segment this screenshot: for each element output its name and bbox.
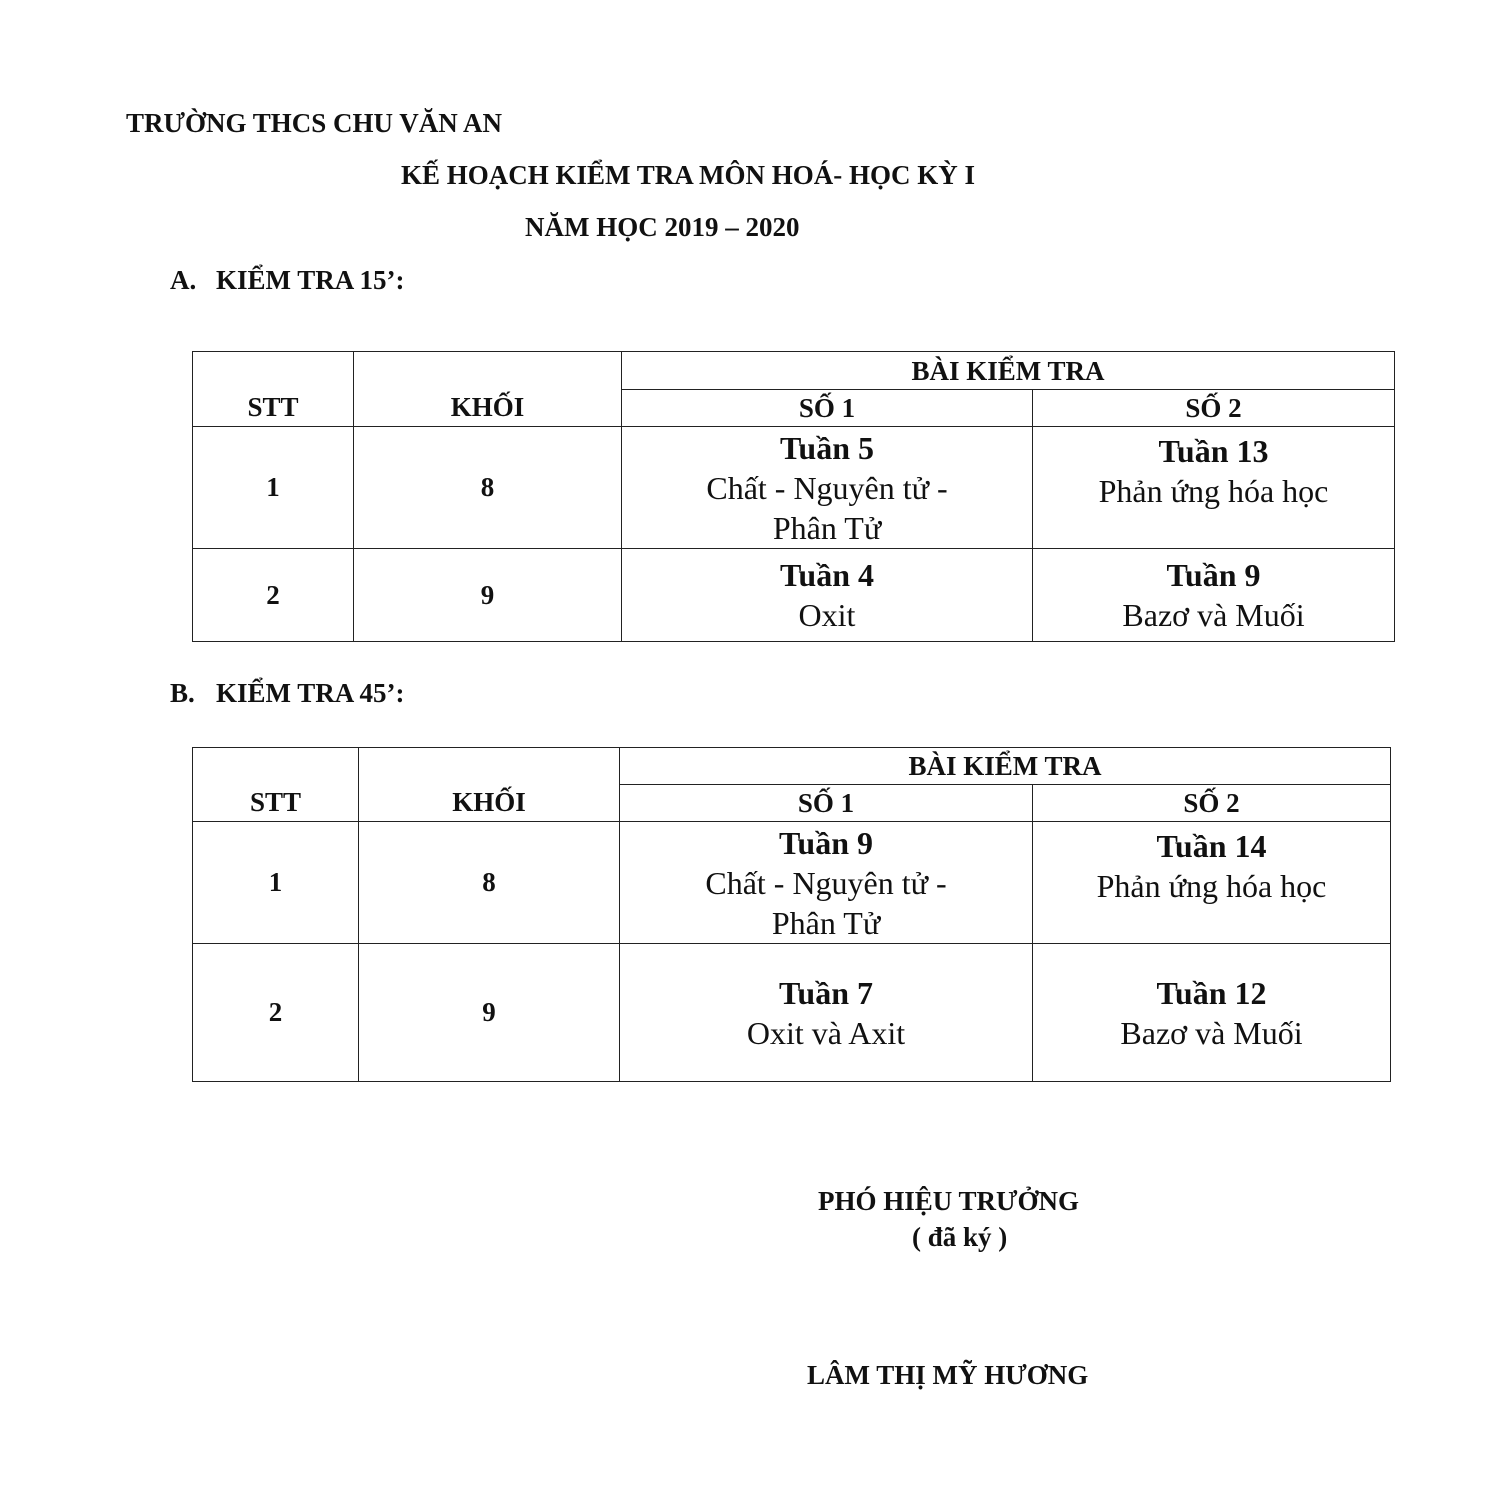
header-test-2: SỐ 2 — [1033, 785, 1391, 822]
test-1-cell — [620, 822, 1033, 944]
test-45-table — [192, 747, 1391, 1082]
table-header-row — [193, 352, 1395, 390]
test-2-cell — [1033, 549, 1395, 642]
row-stt: 1 — [193, 822, 359, 944]
row-stt: 2 — [193, 944, 359, 1082]
test-topic: Chất - Nguyên tử - Phân Tử — [705, 864, 947, 941]
row-stt: 2 — [193, 549, 354, 642]
header-test-1: SỐ 1 — [620, 785, 1033, 822]
test-week: Tuần 14 — [1156, 828, 1267, 864]
test-week: Tuần 13 — [1158, 433, 1269, 469]
row-khoi: 9 — [359, 944, 620, 1082]
test-2-cell — [1033, 944, 1391, 1082]
header-test-group: BÀI KIỂM TRA — [620, 748, 1391, 785]
row-khoi: 8 — [359, 822, 620, 944]
section-a-letter: A. — [170, 265, 197, 295]
test-topic: Chất - Nguyên tử - Phân Tử — [706, 469, 948, 546]
section-b-title: KIỂM TRA 45’: — [216, 678, 405, 708]
test-topic: Oxit và Axit — [746, 1014, 906, 1051]
test-week: Tuần 9 — [779, 824, 873, 861]
header-khoi: KHỐI — [359, 748, 620, 822]
test-week: Tuần 12 — [1156, 974, 1267, 1011]
test-week: Tuần 4 — [780, 557, 874, 593]
table-row — [193, 549, 1395, 642]
test-1-cell — [622, 427, 1033, 549]
row-khoi: 9 — [354, 549, 622, 642]
test-2-cell — [1033, 427, 1395, 549]
school-name: TRƯỜNG THCS CHU VĂN AN — [126, 108, 503, 138]
section-b-heading — [170, 678, 405, 709]
test-week: Tuần 9 — [1166, 557, 1261, 593]
test-week: Tuần 7 — [779, 974, 873, 1011]
section-a-title: KIỂM TRA 15’: — [216, 265, 405, 295]
test-1-cell — [622, 549, 1033, 642]
header-stt: STT — [193, 748, 359, 822]
test-topic: Bazơ và Muối — [1120, 1014, 1303, 1051]
table-row — [193, 822, 1391, 944]
header-test-2: SỐ 2 — [1033, 390, 1395, 427]
test-topic: Phản ứng hóa học — [1098, 473, 1329, 509]
school-year: NĂM HỌC 2019 – 2020 — [525, 212, 800, 242]
test-topic: Bazơ và Muối — [1122, 597, 1305, 633]
test-2-cell — [1033, 822, 1391, 944]
table-header-row — [193, 748, 1391, 785]
signer-name: LÂM THỊ MỸ HƯƠNG — [807, 1360, 1089, 1390]
table-row — [193, 427, 1395, 549]
header-khoi: KHỐI — [354, 352, 622, 427]
header-test-1: SỐ 1 — [622, 390, 1033, 427]
document-title: KẾ HOẠCH KIỂM TRA MÔN HOÁ- HỌC KỲ I — [401, 160, 976, 190]
header-test-group: BÀI KIỂM TRA — [622, 352, 1395, 390]
section-a-heading — [170, 265, 405, 296]
test-topic: Phản ứng hóa học — [1096, 868, 1327, 904]
signed-note: ( đã ký ) — [912, 1222, 1008, 1252]
test-topic: Oxit — [798, 597, 856, 633]
section-b-letter: B. — [170, 678, 195, 708]
test-15-table — [192, 351, 1395, 642]
test-1-cell — [620, 944, 1033, 1082]
row-stt: 1 — [193, 427, 354, 549]
row-khoi: 8 — [354, 427, 622, 549]
signer-title: PHÓ HIỆU TRƯỞNG — [818, 1186, 1080, 1216]
table-row — [193, 944, 1391, 1082]
test-week: Tuần 5 — [780, 429, 874, 466]
header-stt: STT — [193, 352, 354, 427]
